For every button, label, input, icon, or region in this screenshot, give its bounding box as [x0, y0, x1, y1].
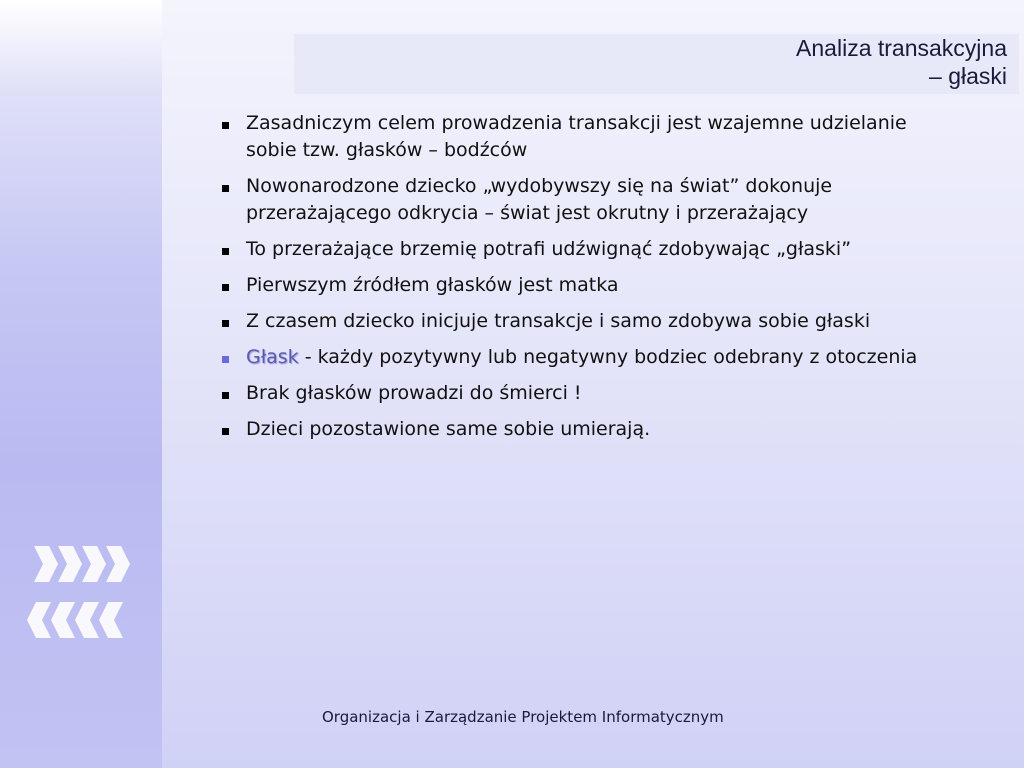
- bullet-text: Z czasem dziecko inicjuje transakcje i samo zdobywa sobie głaski: [246, 310, 871, 332]
- square-bullet-icon: [222, 356, 229, 363]
- definition-term: Głask: [246, 346, 299, 368]
- bullet-item-definition: [214, 344, 934, 371]
- slide-title: [796, 34, 1007, 90]
- bullet-text: Pierwszym źródłem głasków jest matka: [246, 274, 619, 296]
- bullet-item: [214, 308, 934, 335]
- bullet-list: [214, 110, 934, 452]
- chevron-right-icon: [34, 546, 130, 582]
- title-box: [294, 34, 1019, 94]
- chevron-decoration: [0, 0, 162, 768]
- square-bullet-icon: [222, 392, 229, 399]
- bullet-item: [214, 416, 934, 443]
- square-bullet-icon: [222, 122, 229, 129]
- slide-title-line1: Analiza transakcyjna: [796, 35, 1007, 61]
- square-bullet-icon: [222, 248, 229, 255]
- bullet-text: Nowonarodzone dziecko „wydobywszy się na świat” dokonuje przerażającego odkrycia – świat jest okrutny i przerażający: [246, 175, 833, 224]
- bullet-text: To przerażające brzemię potrafi udźwignąć zdobywając „głaski”: [246, 238, 852, 260]
- bullet-item: [214, 236, 934, 263]
- bullet-text: Dzieci pozostawione same sobie umierają.: [246, 418, 651, 440]
- square-bullet-icon: [222, 185, 229, 192]
- square-bullet-icon: [222, 428, 229, 435]
- square-bullet-icon: [222, 284, 229, 291]
- bullet-text: Brak głasków prowadzi do śmierci !: [246, 382, 582, 404]
- bullet-item: [214, 272, 934, 299]
- bullet-item: [214, 173, 934, 227]
- bullet-item: [214, 110, 934, 164]
- slide-footer: Organizacja i Zarządzanie Projektem Informatycznym: [322, 708, 724, 726]
- bullet-text: Zasadniczym celem prowadzenia transakcji jest wzajemne udzielanie sobie tzw. głasków – bodźców: [246, 112, 907, 161]
- chevron-left-icon: [27, 602, 123, 638]
- square-bullet-icon: [222, 320, 229, 327]
- bullet-item: [214, 380, 934, 407]
- slide-title-line2: – głaski: [929, 63, 1007, 89]
- definition-text: - każdy pozytywny lub negatywny bodziec odebrany z otoczenia: [298, 346, 918, 368]
